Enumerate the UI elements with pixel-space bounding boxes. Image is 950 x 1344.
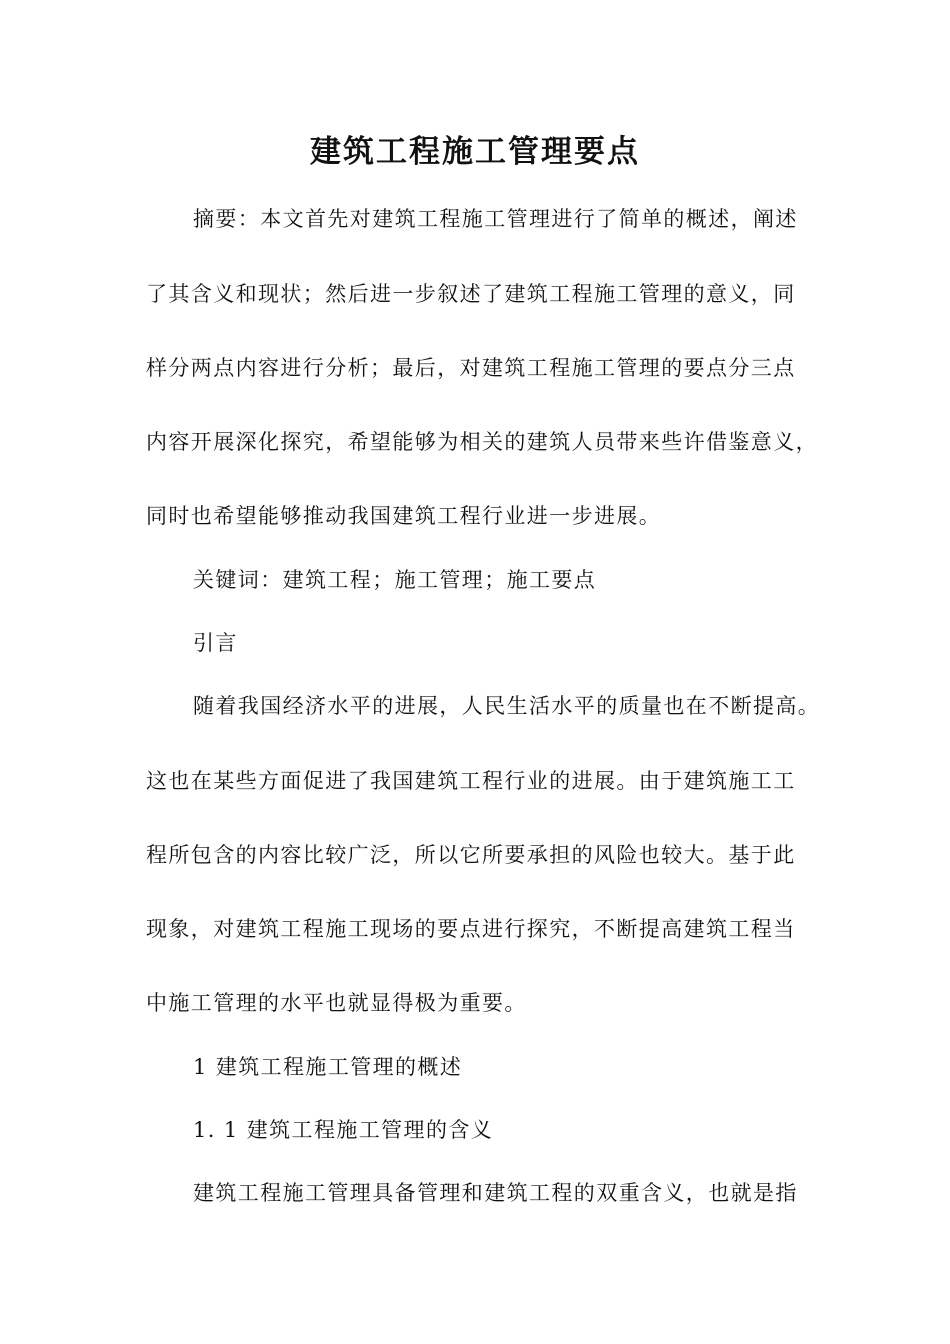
abstract-line: 同时也希望能够推动我国建筑工程行业进一步进展。 (146, 504, 662, 528)
intro-line: 随着我国经济水平的进展，人民生活水平的质量也在不断提高。 (193, 694, 821, 718)
abstract-line: 摘要：本文首先对建筑工程施工管理进行了简单的概述，阐述 (193, 207, 798, 231)
abstract-line: 样分两点内容进行分析；最后，对建筑工程施工管理的要点分三点 (146, 356, 796, 380)
document-title: 建筑工程施工管理要点 (310, 134, 640, 170)
body-line: 建筑工程施工管理具备管理和建筑工程的双重含义，也就是指 (193, 1181, 798, 1205)
abstract-line: 内容开展深化探究，希望能够为相关的建筑人员带来些许借鉴意义， (146, 430, 818, 454)
section-heading-1: 1 建筑工程施工管理的概述 (193, 1055, 463, 1079)
keywords-line: 关键词：建筑工程；施工管理；施工要点 (193, 568, 597, 592)
intro-line: 程所包含的内容比较广泛，所以它所要承担的风险也较大。基于此 (146, 843, 796, 867)
section-heading-1-1: 1. 1 建筑工程施工管理的含义 (193, 1118, 494, 1142)
intro-heading: 引言 (193, 631, 238, 655)
intro-line: 现象，对建筑工程施工现场的要点进行探究，不断提高建筑工程当 (146, 917, 796, 941)
abstract-line: 了其含义和现状；然后进一步叙述了建筑工程施工管理的意义，同 (146, 282, 796, 306)
intro-line: 中施工管理的水平也就显得极为重要。 (146, 991, 527, 1015)
intro-line: 这也在某些方面促进了我国建筑工程行业的进展。由于建筑施工工 (146, 769, 796, 793)
